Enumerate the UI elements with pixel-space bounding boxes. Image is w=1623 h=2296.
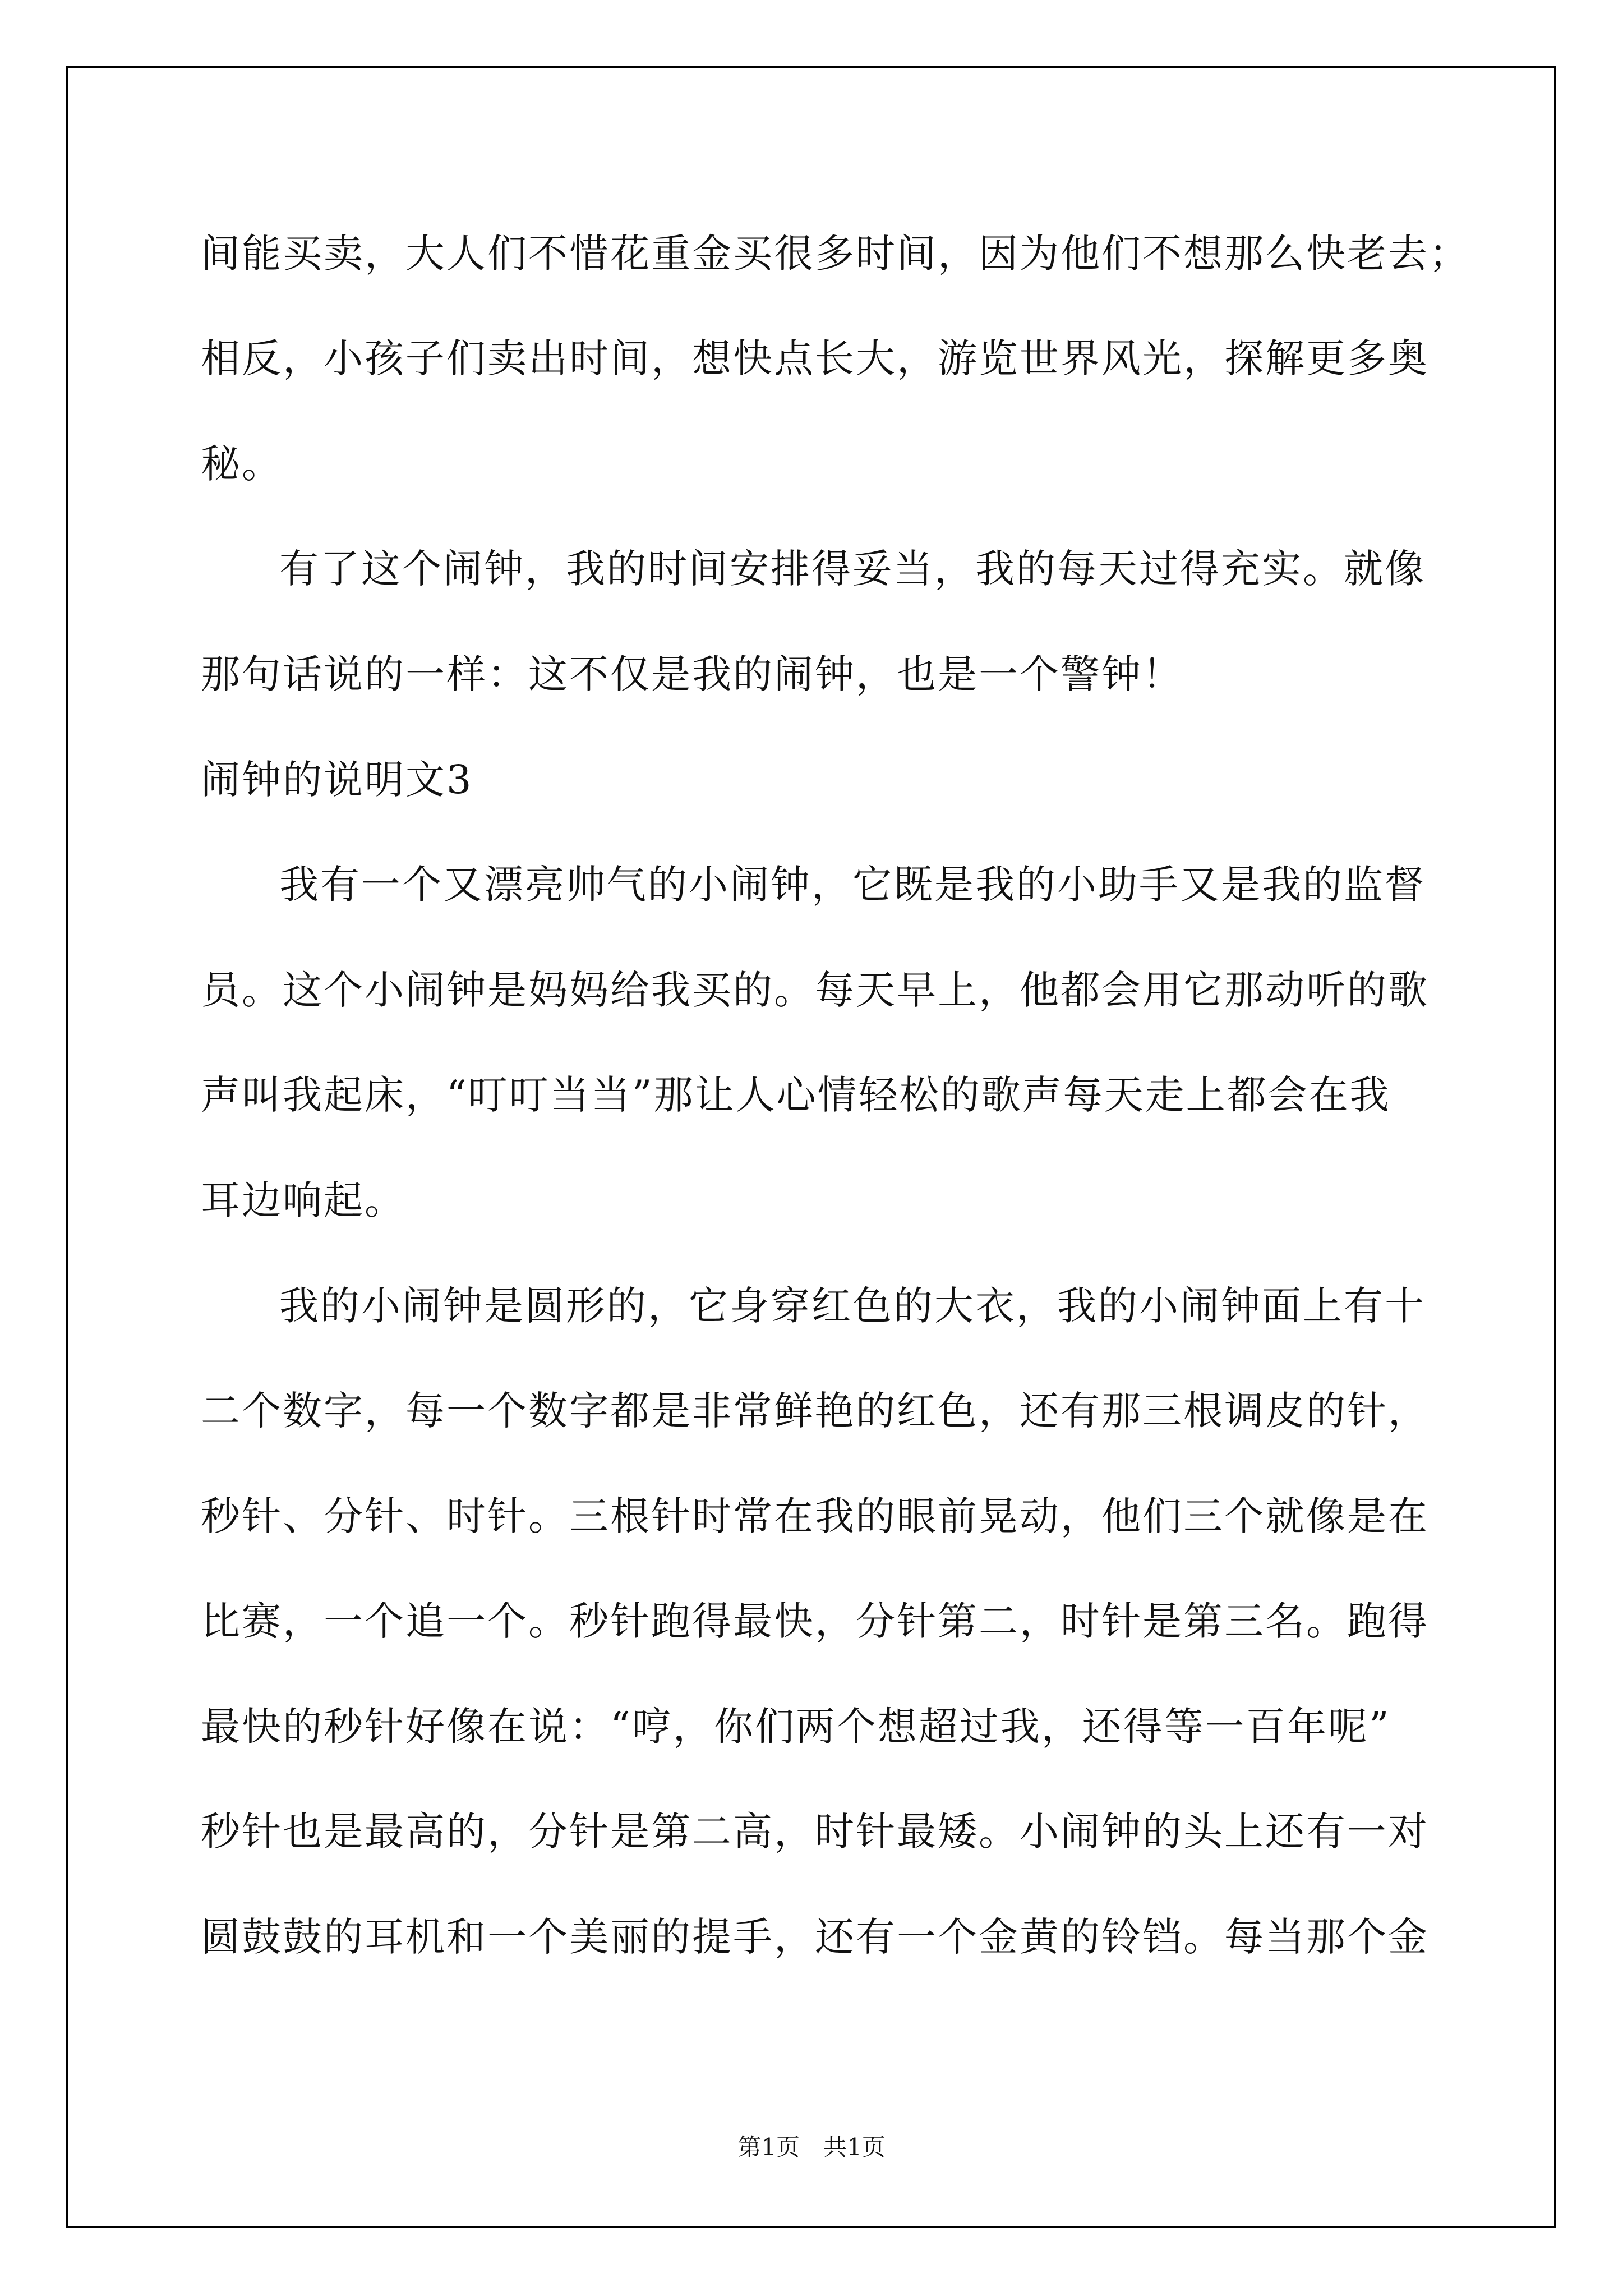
text-line-9: 声叫我起床，“叮叮当当”那让人心情轻松的歌声每天走上都会在我 [201,1072,1391,1118]
text-line-8: 员。这个小闹钟是妈妈给我买的。每天早上，他都会用它那动听的歌 [201,967,1429,1013]
text-line-13: 秒针、分针、时针。三根针时常在我的眼前晃动，他们三个就像是在 [201,1493,1429,1539]
text-line-12: 二个数字，每一个数字都是非常鲜艳的红色，还有那三根调皮的针， [201,1388,1429,1434]
text-line-5: 那句话说的一样：这不仅是我的闹钟，也是一个警钟！ [201,651,1183,697]
text-line-3: 秘。 [201,441,283,487]
text-line-15: 最快的秒针好像在说：“哼，你们两个想超过我，还得等一百年呢” [201,1704,1391,1750]
text-line-7: 我有一个又漂亮帅气的小闹钟，它既是我的小助手又是我的监督 [279,862,1426,908]
page-footer: 第1页 共1页 [737,2133,886,2161]
text-line-16: 秒针也是最高的，分针是第二高，时针最矮。小闹钟的头上还有一对 [201,1809,1429,1855]
text-line-10: 耳边响起。 [201,1177,405,1223]
section-heading: 闹钟的说明文3 [201,757,473,803]
text-line-17: 圆鼓鼓的耳机和一个美丽的提手，还有一个金黄的铃铛。每当那个金 [201,1914,1429,1960]
text-line-11: 我的小闹钟是圆形的，它身穿红色的大衣，我的小闹钟面上有十 [279,1283,1426,1329]
text-line-1: 间能买卖，大人们不惜花重金买很多时间，因为他们不想那么快老去； [201,231,1470,277]
text-line-14: 比赛，一个追一个。秒针跑得最快，分针第二，时针是第三名。跑得 [201,1598,1429,1644]
text-line-2: 相反，小孩子们卖出时间，想快点长大，游览世界风光，探解更多奥 [201,335,1429,381]
text-line-4: 有了这个闹钟，我的时间安排得妥当，我的每天过得充实。就像 [279,546,1426,592]
page-border [66,66,1556,2228]
